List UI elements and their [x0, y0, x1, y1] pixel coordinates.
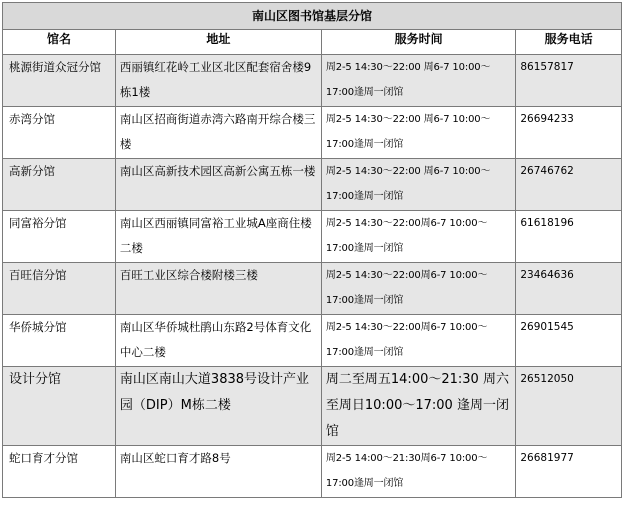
- branch-phone: 26746762: [516, 159, 622, 211]
- branch-address: 百旺工业区综合楼附楼三楼: [115, 263, 321, 315]
- table-row: [3, 263, 622, 315]
- table-row: [3, 315, 622, 367]
- branch-address: 西丽镇红花岭工业区北区配套宿舍楼9栋1楼: [115, 55, 321, 107]
- branch-address: 南山区蛇口育才路8号: [115, 446, 321, 498]
- branch-name: 百旺信分馆: [3, 263, 116, 315]
- branch-name: 华侨城分馆: [3, 315, 116, 367]
- branch-hours: 周2-5 14:30～22:00 周6-7 10:00～17:00逢周一闭馆: [321, 55, 515, 107]
- branch-phone: 26512050: [516, 367, 622, 446]
- branch-phone: 26694233: [516, 107, 622, 159]
- branch-hours: 周2-5 14:30～22:00周6-7 10:00～17:00逢周一闭馆: [321, 263, 515, 315]
- branch-name: 赤湾分馆: [3, 107, 116, 159]
- header-phone: 服务电话: [516, 30, 622, 55]
- header-row: [3, 30, 622, 55]
- branch-phone: 23464636: [516, 263, 622, 315]
- table-title: 南山区图书馆基层分馆: [3, 3, 622, 30]
- table-row: [3, 211, 622, 263]
- branch-name: 设计分馆: [3, 367, 116, 446]
- branch-address: 南山区西丽镇同富裕工业城A座商住楼二楼: [115, 211, 321, 263]
- branch-address: 南山区高新技术园区高新公寓五栋一楼: [115, 159, 321, 211]
- branch-phone: 26901545: [516, 315, 622, 367]
- header-hours: 服务时间: [321, 30, 515, 55]
- branch-hours: 周2-5 14:30～22:00 周6-7 10:00～17:00逢周一闭馆: [321, 107, 515, 159]
- branch-hours: 周2-5 14:30～22:00 周6-7 10:00～17:00逢周一闭馆: [321, 159, 515, 211]
- branch-phone: 86157817: [516, 55, 622, 107]
- branch-address: 南山区南山大道3838号设计产业园（DIP）M栋二楼: [115, 367, 321, 446]
- branch-library-table: [2, 2, 622, 498]
- branch-name: 桃源街道众冠分馆: [3, 55, 116, 107]
- table-row: [3, 159, 622, 211]
- branch-phone: 26681977: [516, 446, 622, 498]
- branch-name: 蛇口育才分馆: [3, 446, 116, 498]
- table-row: [3, 367, 622, 446]
- branch-hours: 周2-5 14:00～21:30周6-7 10:00～17:00逢周一闭馆: [321, 446, 515, 498]
- branch-hours: 周2-5 14:30～22:00周6-7 10:00～17:00逢周一闭馆: [321, 211, 515, 263]
- branch-address: 南山区华侨城杜鹃山东路2号体育文化中心二楼: [115, 315, 321, 367]
- branch-hours: 周2-5 14:30～22:00周6-7 10:00～17:00逢周一闭馆: [321, 315, 515, 367]
- header-address: 地址: [115, 30, 321, 55]
- branch-name: 同富裕分馆: [3, 211, 116, 263]
- table-row: [3, 55, 622, 107]
- branch-name: 高新分馆: [3, 159, 116, 211]
- header-name: 馆名: [3, 30, 116, 55]
- table-row: [3, 446, 622, 498]
- branch-phone: 61618196: [516, 211, 622, 263]
- branch-address: 南山区招商街道赤湾六路南开综合楼三楼: [115, 107, 321, 159]
- branch-hours: 周二至周五14:00～21:30 周六至周日10:00～17:00 逢周一闭馆: [321, 367, 515, 446]
- table-row: [3, 107, 622, 159]
